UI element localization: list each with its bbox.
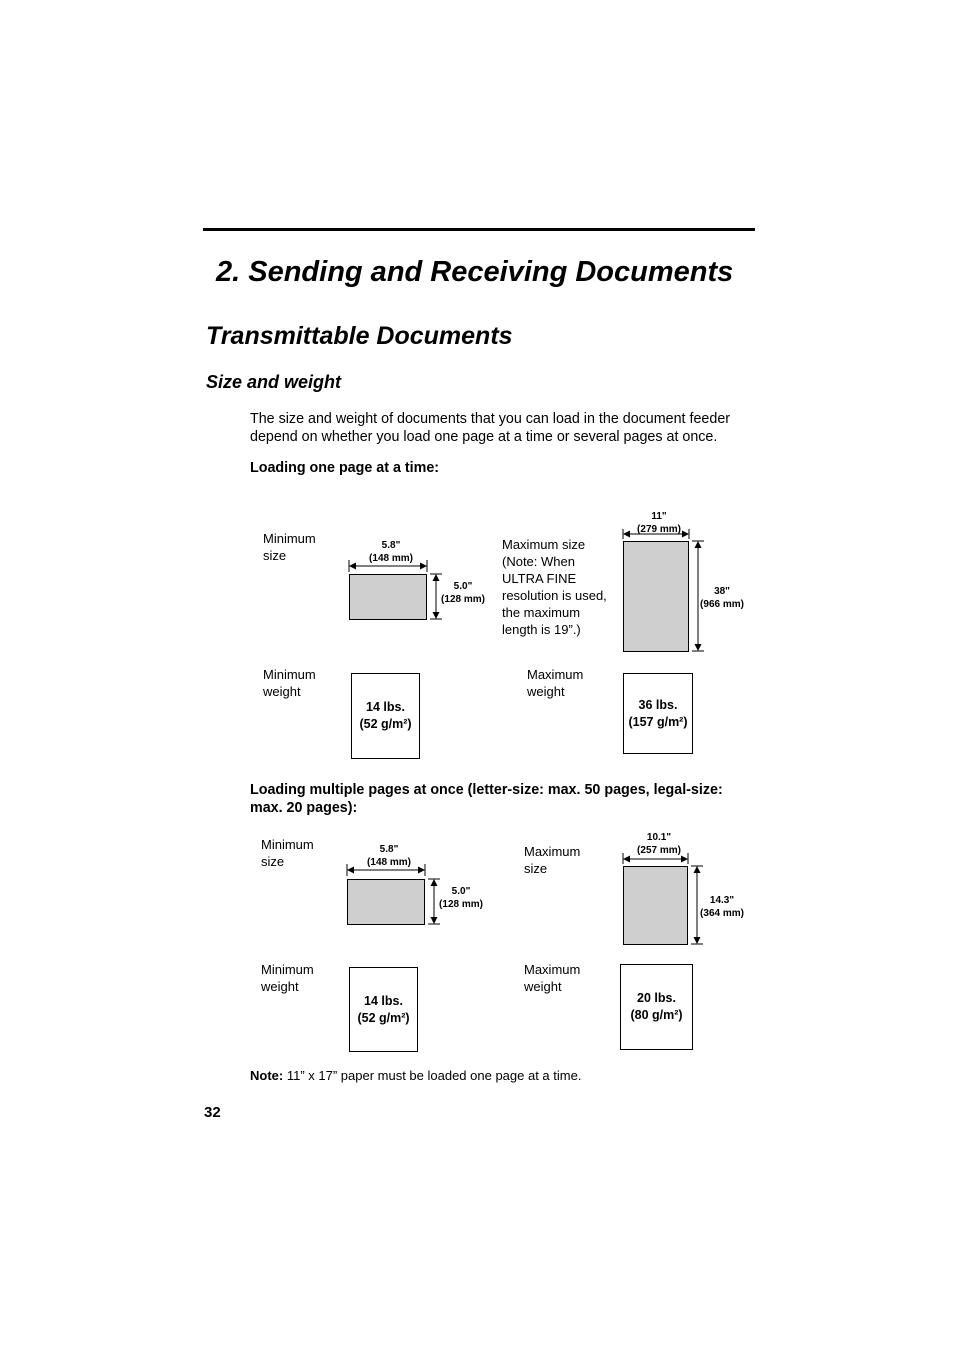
single-max-height-dim: 38" (966 mm) bbox=[700, 586, 744, 610]
multiple-min-weight-label: Minimum weight bbox=[261, 962, 314, 994]
page-number: 32 bbox=[204, 1104, 221, 1121]
intro-paragraph: The size and weight of documents that you can load in the document feeder depend on whether you load one page at a time or several pages at once. bbox=[250, 411, 731, 445]
multiple-max-weight-label: Maximum weight bbox=[524, 962, 581, 994]
single-heading: Loading one page at a time: bbox=[250, 460, 440, 476]
multiple-max-size-label: Maximum size bbox=[524, 844, 581, 876]
subsection-title: Size and weight bbox=[206, 372, 342, 392]
single-min-width-dim: 5.8" (148 mm) bbox=[369, 540, 413, 564]
section-title: Transmittable Documents bbox=[206, 322, 513, 350]
single-min-height-dim: 5.0" (128 mm) bbox=[441, 581, 485, 605]
single-max-width-dim: 11" (279 mm) bbox=[637, 511, 681, 535]
multiple-max-weight-box: 20 lbs. (80 g/m²) bbox=[620, 964, 693, 1050]
note bbox=[250, 1068, 581, 1083]
single-min-weight-box: 14 lbs. (52 g/m²) bbox=[351, 673, 420, 759]
note-label: Note: bbox=[250, 1068, 284, 1083]
multiple-max-width-dim: 10.1" (257 mm) bbox=[637, 832, 681, 856]
single-max-size-label: Maximum size (Note: When ULTRA FINE resolution is used, the maximum length is 19”.) bbox=[502, 537, 607, 637]
chapter-title: 2. Sending and Receiving Documents bbox=[216, 256, 734, 288]
single-min-weight-label: Minimum weight bbox=[263, 667, 316, 699]
single-max-weight-label: Maximum weight bbox=[527, 667, 584, 699]
multiple-min-height-dim: 5.0" (128 mm) bbox=[439, 886, 483, 910]
single-min-size-label: Minimum size bbox=[263, 531, 316, 563]
multiple-min-size-label: Minimum size bbox=[261, 837, 314, 869]
multiple-min-weight-box: 14 lbs. (52 g/m²) bbox=[349, 967, 418, 1052]
note-text: 11” x 17” paper must be loaded one page at a time. bbox=[283, 1068, 582, 1083]
multiple-max-height-dim: 14.3" (364 mm) bbox=[700, 895, 744, 919]
multiple-heading: Loading multiple pages at once (letter-size: max. 50 pages, legal-size: max. 20 pages): bbox=[250, 782, 723, 816]
multiple-min-width-dim: 5.8" (148 mm) bbox=[367, 844, 411, 868]
single-max-weight-box: 36 lbs. (157 g/m²) bbox=[623, 673, 693, 754]
